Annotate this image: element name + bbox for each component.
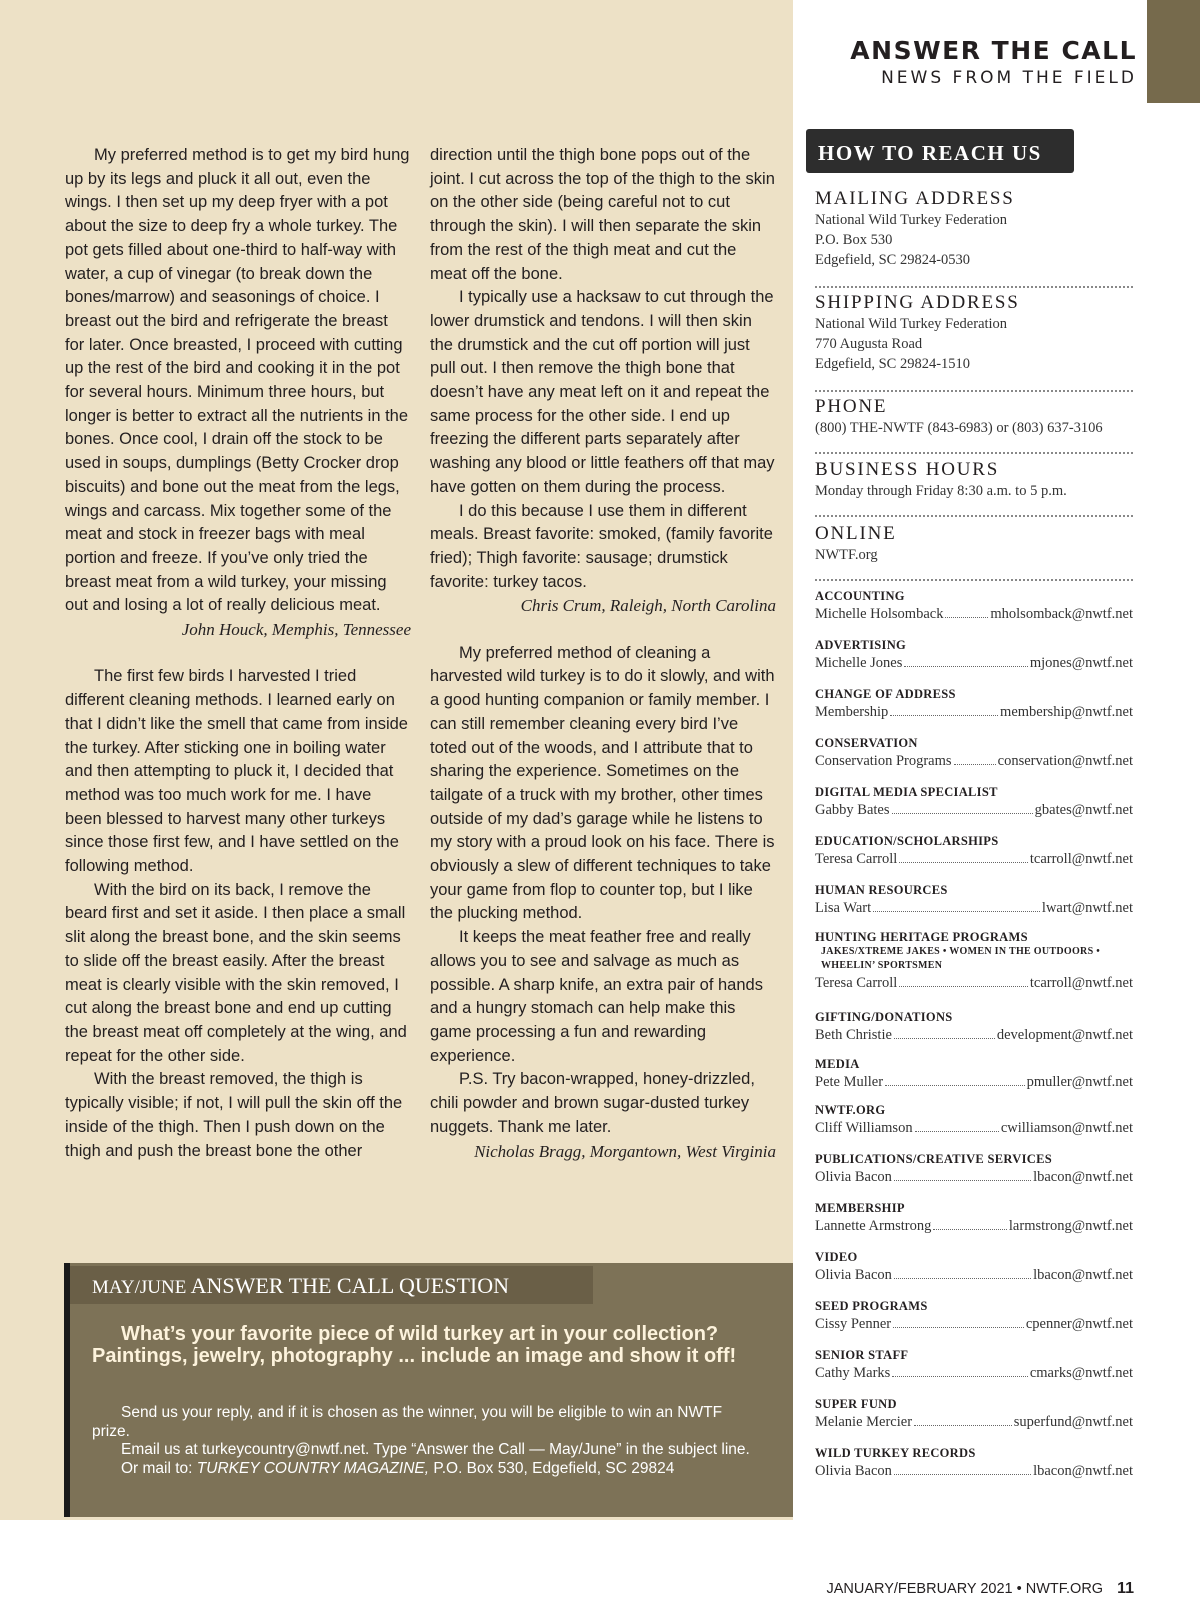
article-paragraph: My preferred method is to get my bird hung up by its legs and pluck it all out, even the wings. I then set up my deep fryer with a pot about the size to deep fry a whole turkey. The pot gets filled about one-third to half-way with water, a cup of vinegar (to break down the bones/marrow) and seasonings of choice. I breast out the bird and refrigerate the breast for later. Once breasted, I proceed with cutting up the rest of the bird and cooking it in the pot for several hours. Minimum three hours, but longer is better to extract all the nutrients in the bones. Once cool, I drain off the stock to be used in soups, dumplings (Betty Crocker drop biscuits) and bone out the meat from the legs, wings and carcass. Mix together some of the meat and stock in freezer bags with meal portion and freeze. If you’ve only tried the breast meat from a wild turkey, your missing out and losing a lot of really delicious meat. [65, 146, 410, 615]
divider [815, 390, 1133, 392]
article-paragraph: I do this because I use them in different meals. Breast favorite: smoked, (family favorite fried); Thigh favorite: sausage; drumstick favorite: turkey tacos. [430, 501, 773, 591]
phone-contact: PHONE (800) THE-NWTF (843-6983) or (803) 637-3106 [815, 396, 1133, 438]
author-signature: Nicholas Bragg, Morgantown, West Virginia [474, 1141, 776, 1161]
staff-email[interactable]: tcarroll@nwtf.net [1029, 851, 1133, 867]
staff-entry: PUBLICATIONS/CREATIVE SERVICES Olivia Bacon lbacon@nwtf.net [815, 1152, 1133, 1185]
staff-entry: ADVERTISING Michelle Jones mjones@nwtf.net [815, 638, 1133, 671]
divider [815, 515, 1133, 517]
question-box [64, 1263, 793, 1517]
staff-entry: HUNTING HERITAGE PROGRAMS JAKES/XTREME JAKES • WOMEN IN THE OUTDOORS • WHEELIN’ SPORTSMEN Teresa Carroll tcarroll@nwtf.net [815, 930, 1133, 991]
staff-entry: WILD TURKEY RECORDS Olivia Bacon lbacon@nwtf.net [815, 1446, 1133, 1479]
article-paragraph: P.S. Try bacon-wrapped, honey-drizzled, chili powder and brown sugar-dusted turkey nuggets. Thank me later. [430, 1070, 755, 1136]
article-paragraph: With the breast removed, the thigh is typically visible; if not, I will pull the skin off the inside of the thigh. Then I push down on the thigh and push the breast bone the other [65, 1070, 403, 1160]
corner-tab [1147, 0, 1200, 103]
question-heading-issue: MAY/JUNE [92, 1277, 187, 1298]
how-to-reach-us-heading: HOW TO REACH US [806, 129, 1074, 173]
staff-entry: MEDIA Pete Muller pmuller@nwtf.net [815, 1057, 1133, 1090]
article-column-2 [430, 144, 776, 1163]
page-footer [826, 1580, 1134, 1598]
page-number: 11 [1117, 1580, 1134, 1597]
staff-email[interactable]: cmarks@nwtf.net [1029, 1365, 1133, 1381]
business-hours: BUSINESS HOURS Monday through Friday 8:30 a.m. to 5 p.m. [815, 459, 1067, 499]
author-signature: Chris Crum, Raleigh, North Carolina [520, 596, 776, 616]
shipping-address: SHIPPING ADDRESS National Wild Turkey Federation 770 Augusta Road Edgefield, SC 29824-1510 [815, 292, 1020, 372]
staff-entry: CHANGE OF ADDRESS Membership membership@nwtf.net [815, 687, 1133, 720]
section-header [850, 36, 1137, 88]
staff-entry: ACCOUNTING Michelle Holsomback mholsomback@nwtf.net [815, 589, 1133, 622]
question-instruction-line: Or mail to: TURKEY COUNTRY MAGAZINE, P.O. Box 530, Edgefield, SC 29824 [121, 1459, 675, 1477]
staff-email[interactable]: lbacon@nwtf.net [1033, 1169, 1133, 1185]
question-prompt: What’s your favorite piece of wild turkey art in your collection? Paintings, jewelry, photography ... include an image and show it off! [92, 1323, 737, 1367]
online-contact: ONLINE NWTF.org [815, 523, 1133, 565]
section-subtitle: NEWS FROM THE FIELD [881, 68, 1137, 88]
staff-entry: HUMAN RESOURCES Lisa Wart lwart@nwtf.net [815, 883, 1133, 916]
staff-entry: MEMBERSHIP Lannette Armstrong larmstrong@nwtf.net [815, 1201, 1133, 1234]
article-paragraph: I typically use a hacksaw to cut through the lower drumstick and tendons. I will then skin the drumstick and the cut off portion will just pull out. I then remove the thigh bone that doesn’t have any meat left on it and repeat the same process for the other side. I end up freezing the different parts separately after washing any blood or little feathers off that may have gotten on them during the process. [430, 288, 775, 496]
article-paragraph: direction until the thigh bone pops out of the joint. I cut across the top of the thigh to the skin on the other side (being careful not to cut through the skin). I will then separate the skin from the rest of the thigh meat and cut the meat off the bone. [430, 146, 775, 283]
section-title: ANSWER THE CALL [850, 36, 1137, 65]
issue-info: JANUARY/FEBRUARY 2021 • NWTF.ORG [826, 1581, 1104, 1597]
question-instructions [92, 1404, 752, 1478]
question-heading [92, 1273, 509, 1299]
staff-entry: SUPER FUND Melanie Mercier superfund@nwtf.net [815, 1397, 1133, 1430]
staff-email[interactable]: larmstrong@nwtf.net [1008, 1218, 1133, 1234]
staff-email[interactable]: lbacon@nwtf.net [1033, 1463, 1133, 1479]
divider [815, 579, 1133, 581]
staff-entry: EDUCATION/SCHOLARSHIPS Teresa Carroll tcarroll@nwtf.net [815, 834, 1133, 867]
staff-email[interactable]: mjones@nwtf.net [1029, 655, 1133, 671]
article-paragraph: With the bird on its back, I remove the beard first and set it aside. I then place a small slit along the breast bone, and the skin seems to slide off the breast easily. After the breast meat is clearly visible with the skin removed, I cut along the breast bone and end up cutting the breast meat off completely at the wing, and repeat for the other side. [65, 880, 407, 1065]
staff-email[interactable]: lbacon@nwtf.net [1033, 1267, 1133, 1283]
staff-email[interactable]: development@nwtf.net [996, 1027, 1133, 1043]
author-signature: John Houck, Memphis, Tennessee [181, 620, 411, 640]
article-column-1 [65, 144, 411, 1163]
staff-entry: DIGITAL MEDIA SPECIALIST Gabby Bates gbates@nwtf.net [815, 785, 1133, 818]
staff-email[interactable]: superfund@nwtf.net [1013, 1414, 1133, 1430]
staff-email[interactable]: pmuller@nwtf.net [1026, 1074, 1133, 1090]
divider [815, 286, 1133, 288]
website-link[interactable]: NWTF.org [815, 547, 878, 563]
article-paragraph: The first few birds I harvested I tried different cleaning methods. I learned early on that I didn’t like the smell that came from inside the turkey. After sticking one in boiling water and then attempting to pluck it, I decided that method was too much work for me. I have been blessed to harvest many other turkeys since those first few, and I have settled on the following method. [65, 667, 408, 876]
staff-email[interactable]: membership@nwtf.net [1000, 704, 1133, 720]
staff-entry: SENIOR STAFF Cathy Marks cmarks@nwtf.net [815, 1348, 1133, 1381]
staff-email[interactable]: tcarroll@nwtf.net [1029, 975, 1133, 991]
staff-entry: NWTF.ORG Cliff Williamson cwilliamson@nwtf.net [815, 1103, 1133, 1136]
staff-entry: VIDEO Olivia Bacon lbacon@nwtf.net [815, 1250, 1133, 1283]
phone-number: (800) THE-NWTF (843-6983) or (803) 637-3106 [815, 420, 1103, 436]
article-paragraph: My preferred method of cleaning a harvested wild turkey is to do it slowly, and with a good hunting companion or family member. I can still remember cleaning every bird I’ve toted out of the woods, and I attribute that to sharing the experience. Sometimes on the tailgate of a truck with my brother, other times outside of my dad’s garage while he listens to my story with a proud look on his face. There is obviously a slew of different techniques to take your game from flop to counter top, but I like the plucking method. [430, 643, 775, 923]
staff-entry: SEED PROGRAMS Cissy Penner cpenner@nwtf.net [815, 1299, 1133, 1332]
question-instruction-line: Send us your reply, and if it is chosen as the winner, you will be eligible to win an NWTF prize. [92, 1404, 723, 1440]
staff-email[interactable]: conservation@nwtf.net [997, 753, 1133, 769]
mailing-address: MAILING ADDRESS National Wild Turkey Federation P.O. Box 530 Edgefield, SC 29824-0530 [815, 188, 1015, 268]
question-instruction-line: Email us at turkeycountry@nwtf.net. Type “Answer the Call — May/June” in the subject line. [121, 1441, 750, 1458]
staff-entry: GIFTING/DONATIONS Beth Christie development@nwtf.net [815, 1010, 1133, 1043]
divider [815, 452, 1133, 454]
staff-email[interactable]: lwart@nwtf.net [1041, 900, 1133, 916]
staff-entry: CONSERVATION Conservation Programs conservation@nwtf.net [815, 736, 1133, 769]
staff-email[interactable]: gbates@nwtf.net [1034, 802, 1133, 818]
staff-email[interactable]: mholsomback@nwtf.net [990, 606, 1133, 622]
staff-email[interactable]: cwilliamson@nwtf.net [1000, 1120, 1133, 1136]
staff-email[interactable]: cpenner@nwtf.net [1025, 1316, 1133, 1332]
article-paragraph: It keeps the meat feather free and really allows you to see and salvage as much as possible. A sharp knife, an extra pair of hands and a hungry stomach can help make this game processing a fun and rewarding experience. [430, 928, 763, 1065]
question-heading-title: ANSWER THE CALL QUESTION [190, 1273, 509, 1298]
